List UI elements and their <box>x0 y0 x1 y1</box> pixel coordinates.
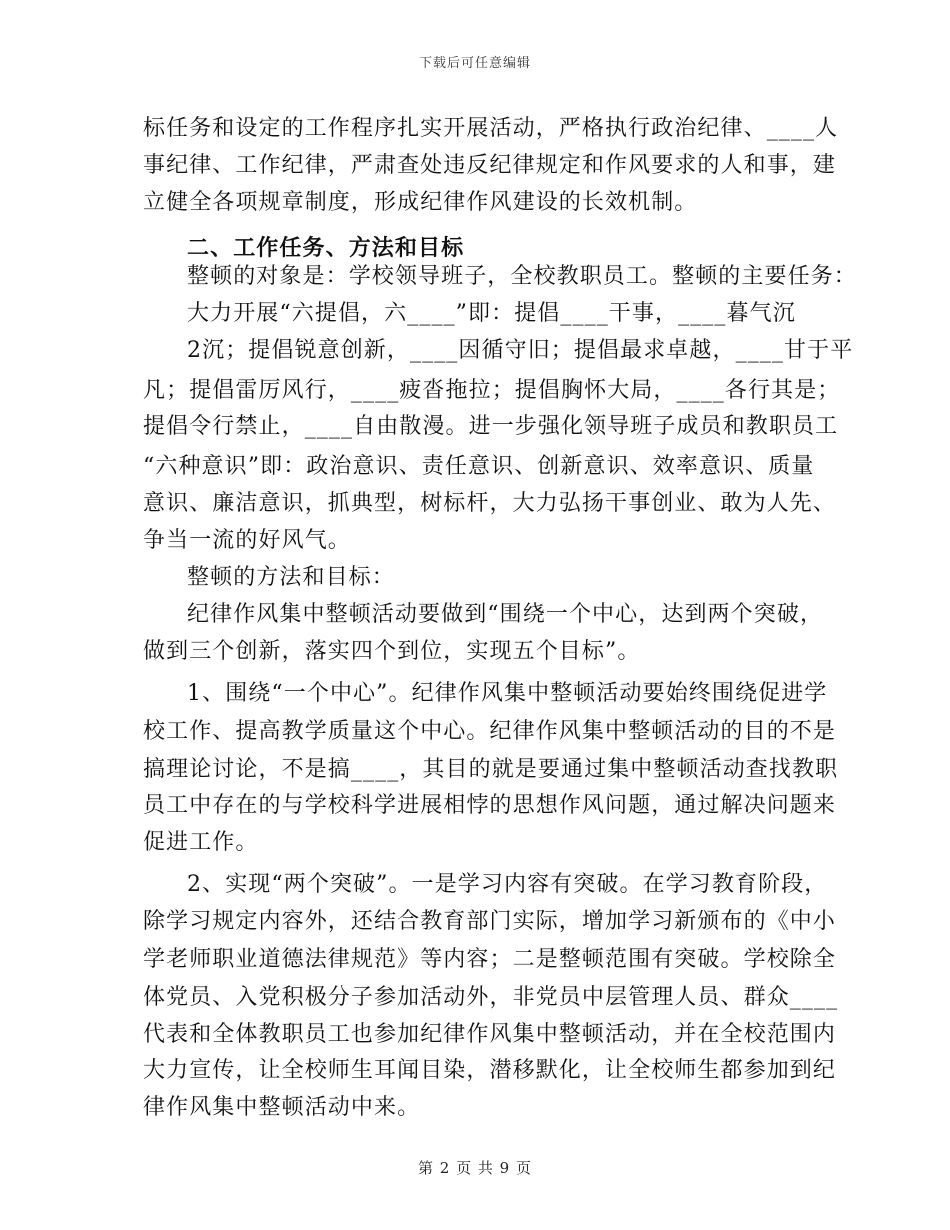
page-footer: 第 2 页 共 9 页 <box>418 1159 532 1177</box>
text-line: 大力宣传，让全校师生耳闻目染，潜移默化，让全校师生都参加到纪 <box>143 1058 837 1083</box>
text-line: 1、围绕“一个中心”。纪律作风集中整顿活动要始终围绕促进学 <box>187 681 828 706</box>
text-line: 2沉；提倡锐意创新，____因循守旧；提倡最求卓越，____甘于平 <box>187 338 854 363</box>
text-line: 除学习规定内容外，还结合教育部门实际，增加学习新颁布的《中小 <box>143 909 837 934</box>
text-line: 代表和全体教职员工也参加纪律作风集中整顿活动，并在全校范围内 <box>143 1022 837 1047</box>
text-line: 标任务和设定的工作程序扎实开展活动，严格执行政治纪律、____人 <box>143 116 839 141</box>
section-heading: 二、工作任务、方法和目标 <box>187 235 465 261</box>
text-line: 争当一流的好风气。 <box>143 528 351 553</box>
text-line: “六种意识”即：政治意识、责任意识、创新意识、效率意识、质量 <box>143 454 815 479</box>
text-line: 律作风集中整顿活动中来。 <box>143 1095 421 1120</box>
text-line: 搞理论讨论，不是搞____，其目的就是要通过集中整顿活动查找教职 <box>143 757 839 782</box>
text-line: 员工中存在的与学校科学进展相悖的思想作风问题，通过解决问题来 <box>143 793 837 818</box>
text-line: 立健全各项规章制度，形成纪律作风建设的长效机制。 <box>143 190 698 215</box>
text-line: 意识、廉洁意识，抓典型，树标杆，大力弘扬干事创业、敢为人先、 <box>143 491 837 516</box>
text-line: 校工作、提高教学质量这个中心。纪律作风集中整顿活动的目的不是 <box>143 719 837 744</box>
text-line: 体党员、入党积极分子参加活动外，非党员中层管理人员、群众____ <box>143 985 839 1010</box>
text-line: 促进工作。 <box>143 830 259 855</box>
text-line: 事纪律、工作纪律，严肃查处违反纪律规定和作风要求的人和事，建 <box>143 153 837 178</box>
text-line: 整顿的方法和目标： <box>187 565 395 590</box>
text-line: 提倡令行禁止，____自由散漫。进一步强化领导班子成员和教职员工 <box>143 414 839 439</box>
text-line: 凡；提倡雷厉风行，____疲沓拖拉；提倡胸怀大局，____各行其是； <box>143 378 841 403</box>
text-line: 整顿的对象是：学校领导班子，全校教职员工。整顿的主要任务： <box>187 264 857 289</box>
text-line: 2、实现“两个突破”。一是学习内容有突破。在学习教育阶段， <box>187 872 828 897</box>
text-line: 大力开展“六提倡，六____”即：提倡____干事，____暮气沉 <box>187 301 796 326</box>
text-line: 学老师职业道德法律规范》等内容；二是整顿范围有突破。学校除全 <box>143 947 837 972</box>
text-line: 纪律作风集中整顿活动要做到“围绕一个中心，达到两个突破， <box>187 602 824 627</box>
text-line: 做到三个创新，落实四个到位，实现五个目标”。 <box>143 639 641 664</box>
page-header: 下载后可任意编辑 <box>418 56 531 71</box>
